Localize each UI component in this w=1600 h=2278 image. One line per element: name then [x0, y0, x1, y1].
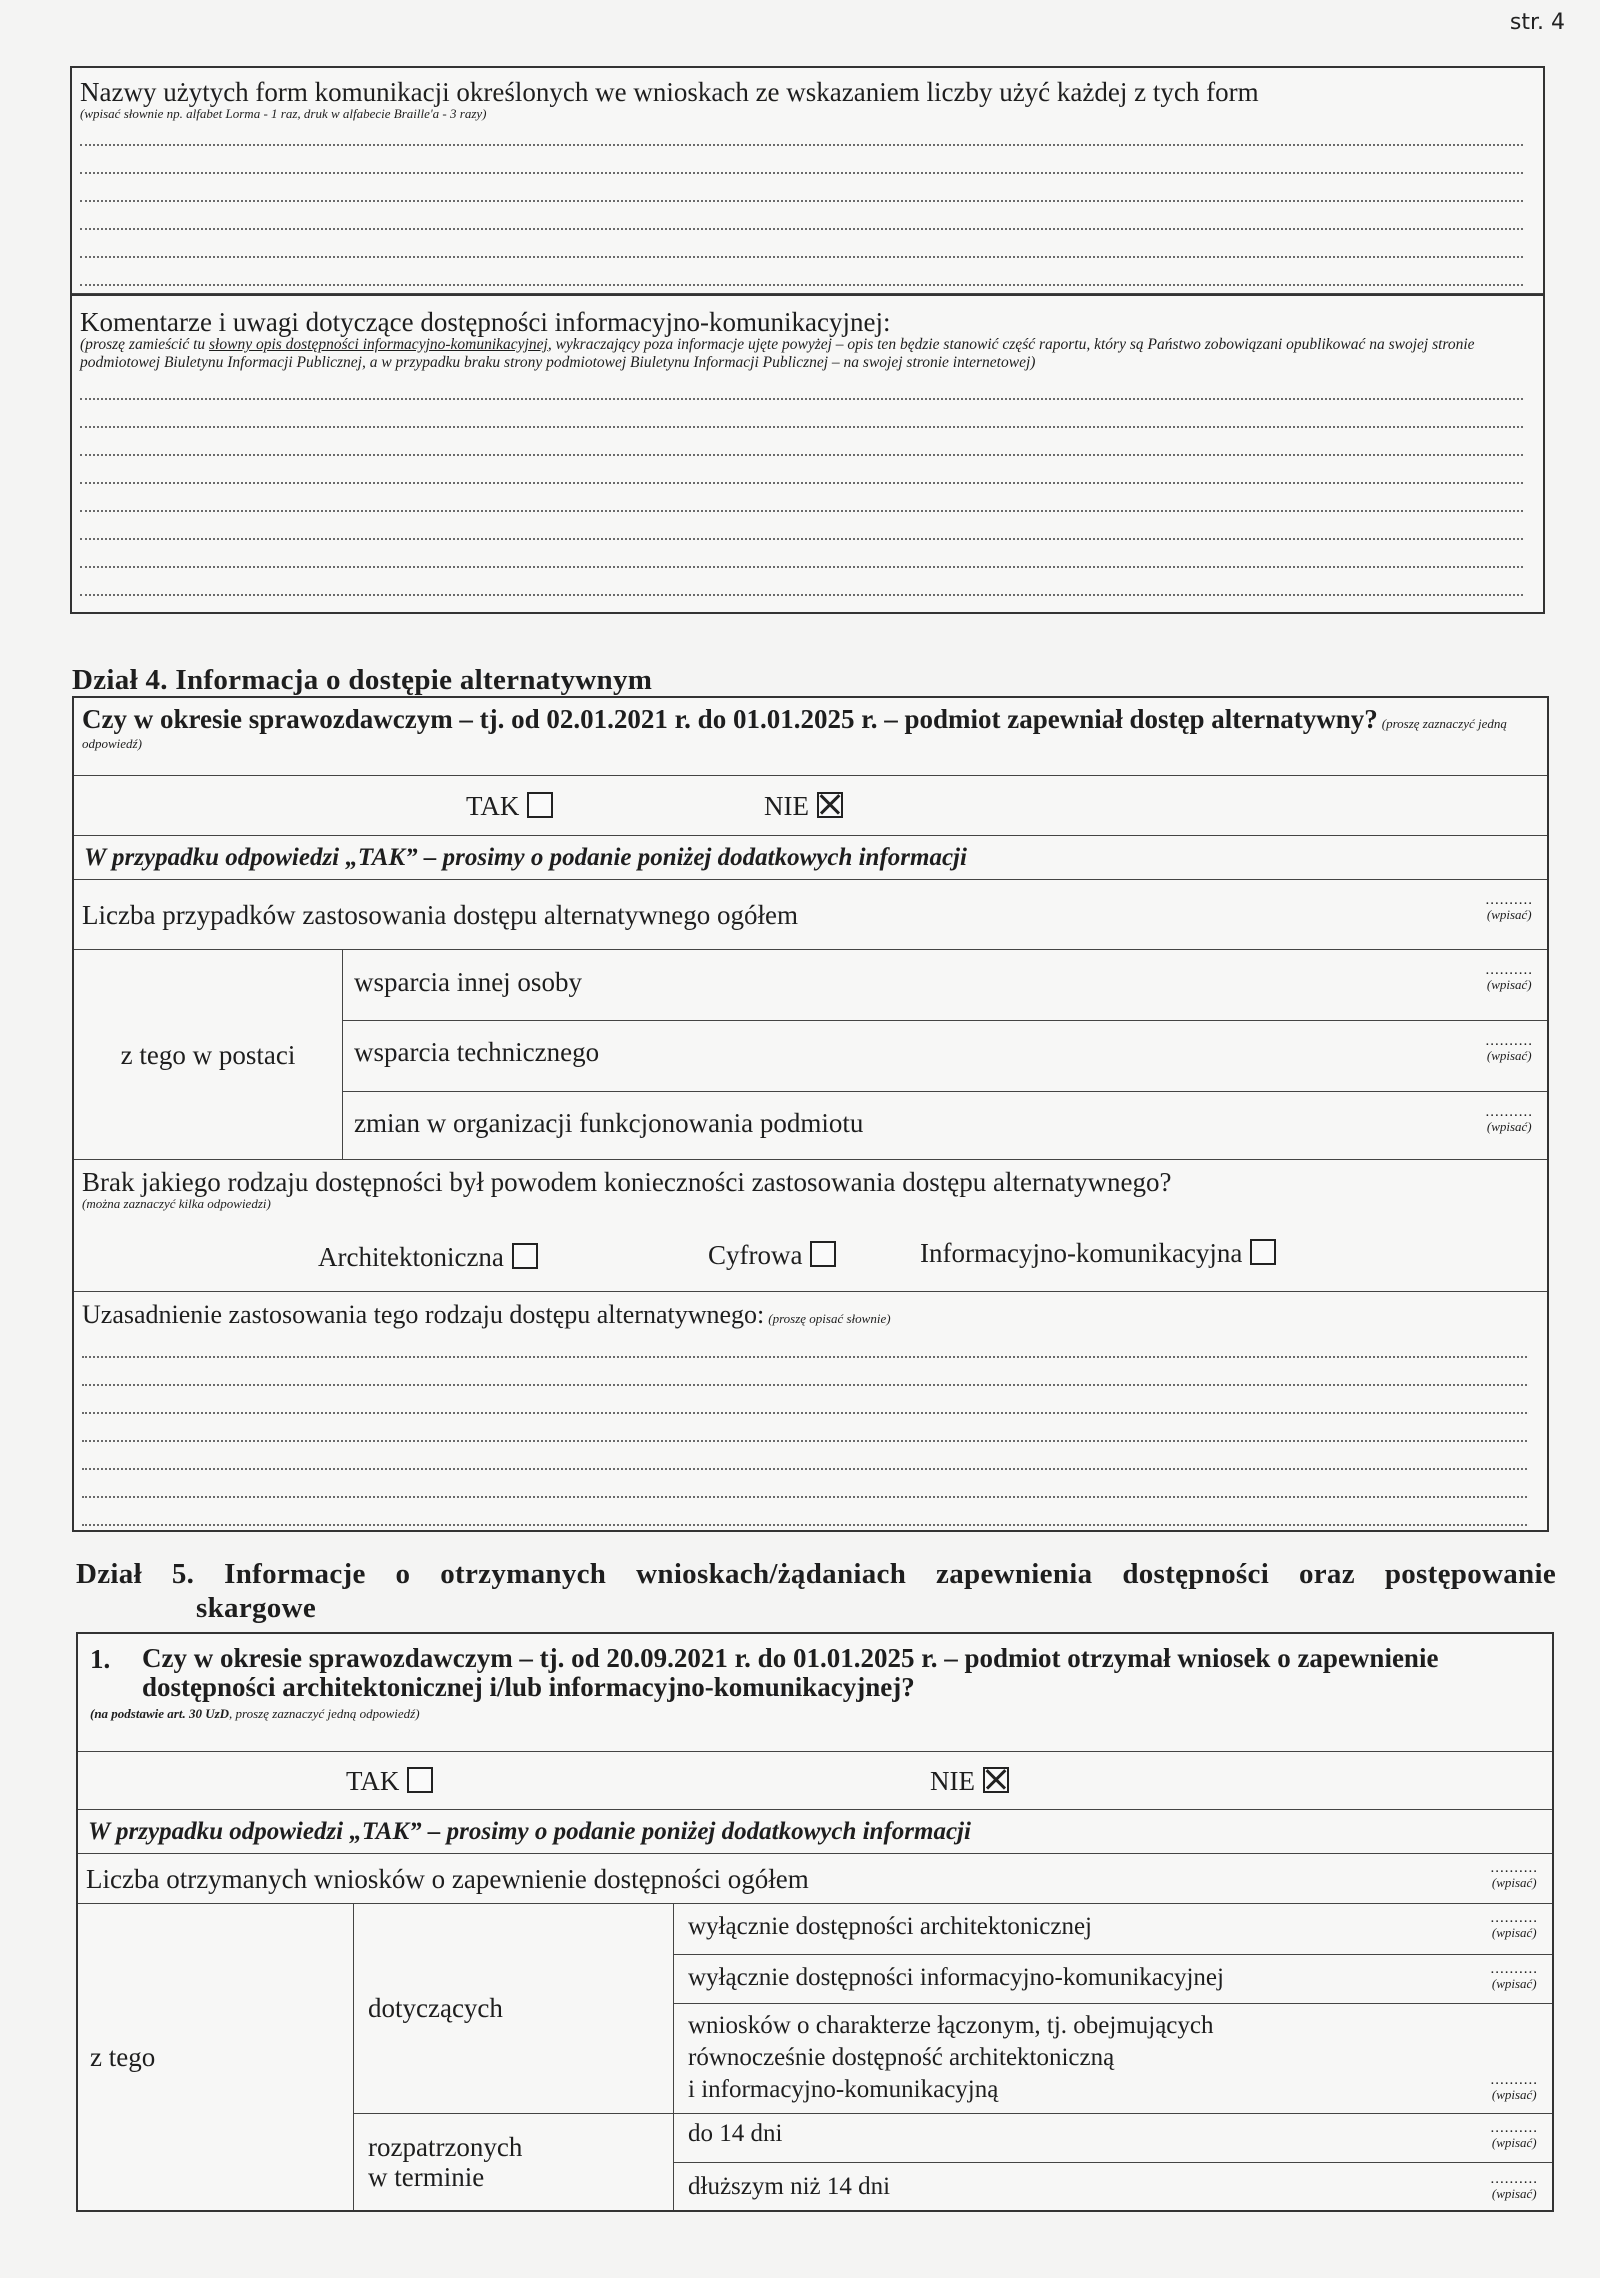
section-5-total-input[interactable]: .......... (wpisać)	[1490, 1860, 1538, 1890]
section-4-yes-option[interactable]: TAK	[466, 776, 553, 836]
section-5-concerning-input[interactable]: .......... (wpisać)	[1490, 1910, 1538, 1940]
communication-forms-answer-lines[interactable]	[72, 118, 1543, 286]
section-4-sub-item-input[interactable]: .......... (wpisać)	[1485, 962, 1533, 992]
section-4-table	[72, 696, 1549, 1532]
section-5-breakdown-row	[78, 1904, 1552, 2210]
justification-hint: (proszę opisać słownie)	[768, 1311, 891, 1326]
section-5-title-line1: Dział 5. Informacje o otrzymanych wnioskach/żądaniach zapewnienia dostępności oraz postępowanie	[76, 1558, 1556, 1590]
section-5-question-number: 1.	[90, 1644, 111, 1674]
communication-forms-title: Nazwy użytych form komunikacji określonych we wnioskach ze wskazaniem liczby użyć każdej z tych form	[80, 77, 1259, 107]
section-5-yes-no-row	[78, 1752, 1552, 1810]
section-5-total-label: Liczba otrzymanych wniosków o zapewnienie dostępności ogółem	[86, 1864, 809, 1894]
digital-checkbox[interactable]	[810, 1241, 836, 1267]
section-4-sub-item: wsparcia innej osoby .......... (wpisać)	[342, 950, 1547, 1021]
section-5-term-input[interactable]: .......... (wpisać)	[1490, 2120, 1538, 2150]
section-4-total-input[interactable]: .......... (wpisać)	[1485, 892, 1533, 922]
section-4-yes-no-row	[74, 776, 1547, 836]
page-number: str. 4	[1509, 10, 1565, 35]
section-4-yes-checkbox[interactable]	[527, 792, 553, 818]
section-5-title-line2: skargowe	[196, 1592, 316, 1624]
section-4-title: Dział 4. Informacja o dostępie alternatywnym	[72, 664, 653, 696]
section-4-reason-row	[74, 1160, 1547, 1292]
section-5-table	[76, 1632, 1554, 2212]
section-4-breakdown-row	[74, 950, 1547, 1160]
section-4-reason-hint: (można zaznaczyć kilka odpowiedzi)	[82, 1196, 271, 1211]
section-4-question: Czy w okresie sprawozdawczym – tj. od 02.01.2021 r. do 01.01.2025 r. – podmiot zapewniał dostęp alternatywny?	[82, 704, 1378, 734]
section-5-no-option[interactable]: NIE	[930, 1752, 1009, 1810]
section-5-concerning-input[interactable]: .......... (wpisać)	[1490, 1961, 1538, 1991]
section-4-if-yes-note: W przypadku odpowiedzi „TAK” – prosimy o podanie poniżej dodatkowych informacji	[74, 836, 1547, 880]
section-4-breakdown-label: z tego w postaci	[74, 950, 343, 1160]
section-4-sub-item-input[interactable]: .......... (wpisać)	[1485, 1033, 1533, 1063]
section-4-no-checkbox[interactable]	[817, 792, 843, 818]
section-5-term-input[interactable]: .......... (wpisać)	[1490, 2171, 1538, 2201]
section-5-concerning-item: wyłącznie dostępności architektonicznej .......... (wpisać)	[674, 1904, 1552, 1955]
communication-forms-section	[72, 68, 1543, 294]
comments-title: Komentarze i uwagi dotyczące dostępności informacyjno-komunikacyjnej:	[80, 307, 891, 337]
option-digital[interactable]: Cyfrowa	[708, 1240, 836, 1271]
section-4-question-hint: (proszę zaznaczyć jedną odpowiedź)	[82, 716, 1507, 751]
communication-forms-box	[70, 66, 1545, 614]
section-5-question: Czy w okresie sprawozdawczym – tj. od 20.09.2021 r. do 01.01.2025 r. – podmiot otrzymał wniosek o zapewnienie dostępności architektonicznej i/lub informacyjno-komunikacyjnej?	[142, 1643, 1439, 1702]
comments-answer-lines[interactable]	[72, 372, 1543, 596]
justification-answer-lines[interactable]	[74, 1330, 1547, 1526]
info-comm-checkbox[interactable]	[1250, 1239, 1276, 1265]
section-5-yes-option[interactable]: TAK	[346, 1752, 433, 1810]
section-4-total-row	[74, 880, 1547, 950]
section-4-sub-item-input[interactable]: .......... (wpisać)	[1485, 1104, 1533, 1134]
option-info-comm[interactable]: Informacyjno-komunikacyjna	[920, 1238, 1276, 1269]
accessibility-comments-section	[72, 294, 1543, 612]
architectural-checkbox[interactable]	[512, 1243, 538, 1269]
section-4-question-row	[74, 698, 1547, 776]
section-5-term-item: dłuższym niż 14 dni .......... (wpisać)	[688, 2171, 1538, 2201]
comments-hint: (proszę zamieścić tu słowny opis dostępności informacyjno-komunikacyjnej, wykraczający poza informacje ujęte powyżej – opis ten będzie stanowić część raportu, który są Państwo zobowiązani opublikować na swojej stronie podmiotowej Biuletynu Informacji Publicznej, a w przypadku braku strony podmiotowej Biuletynu Informacji Publicznej – na swojej stronie internetowej)	[80, 336, 1475, 371]
section-5-question-row	[78, 1634, 1552, 1752]
section-4-sub-item: wsparcia technicznego .......... (wpisać)	[342, 1021, 1547, 1092]
option-architectural[interactable]: Architektoniczna	[318, 1242, 538, 1273]
section-4-justification-row	[74, 1292, 1547, 1524]
section-5-concerning-item: wyłącznie dostępności informacyjno-komunikacyjnej .......... (wpisać)	[674, 1955, 1552, 2004]
communication-forms-hint: (wpisać słownie np. alfabet Lorma - 1 raz, druk w alfabecie Braille'a - 3 razy)	[80, 106, 487, 121]
section-5-processed-label: rozpatrzonych w terminie	[354, 2114, 674, 2210]
section-5-z-tego-label: z tego	[78, 1904, 354, 2210]
section-5-combined-input[interactable]: .......... (wpisać)	[1490, 2072, 1538, 2102]
section-4-reason-question: Brak jakiego rodzaju dostępności był powodem konieczności zastosowania dostępu alternatywnego?	[82, 1167, 1172, 1197]
section-5-if-yes-note: W przypadku odpowiedzi „TAK” – prosimy o podanie poniżej dodatkowych informacji	[78, 1810, 1552, 1854]
section-4-sub-item: zmian w organizacji funkcjonowania podmiotu .......... (wpisać)	[354, 1104, 1533, 1138]
section-5-concerning-label: dotyczących	[354, 1904, 674, 2114]
section-5-term-item: do 14 dni .......... (wpisać)	[674, 2114, 1552, 2163]
section-5-combined-item: wniosków o charakterze łączonym, tj. obejmujących równocześnie dostępność architektoniczną i informacyjno-komunikacyjną .......... (wpisać)	[688, 2012, 1538, 2103]
section-5-total-row	[78, 1854, 1552, 1904]
section-5-yes-checkbox[interactable]	[407, 1767, 433, 1793]
section-5-no-checkbox[interactable]	[983, 1767, 1009, 1793]
section-4-no-option[interactable]: NIE	[764, 776, 843, 836]
section-5-question-hint: (na podstawie art. 30 UzD, proszę zaznaczyć jedną odpowiedź)	[90, 1706, 420, 1721]
justification-label: Uzasadnienie zastosowania tego rodzaju dostępu alternatywnego:	[82, 1300, 765, 1329]
section-4-total-label: Liczba przypadków zastosowania dostępu alternatywnego ogółem	[82, 900, 799, 930]
